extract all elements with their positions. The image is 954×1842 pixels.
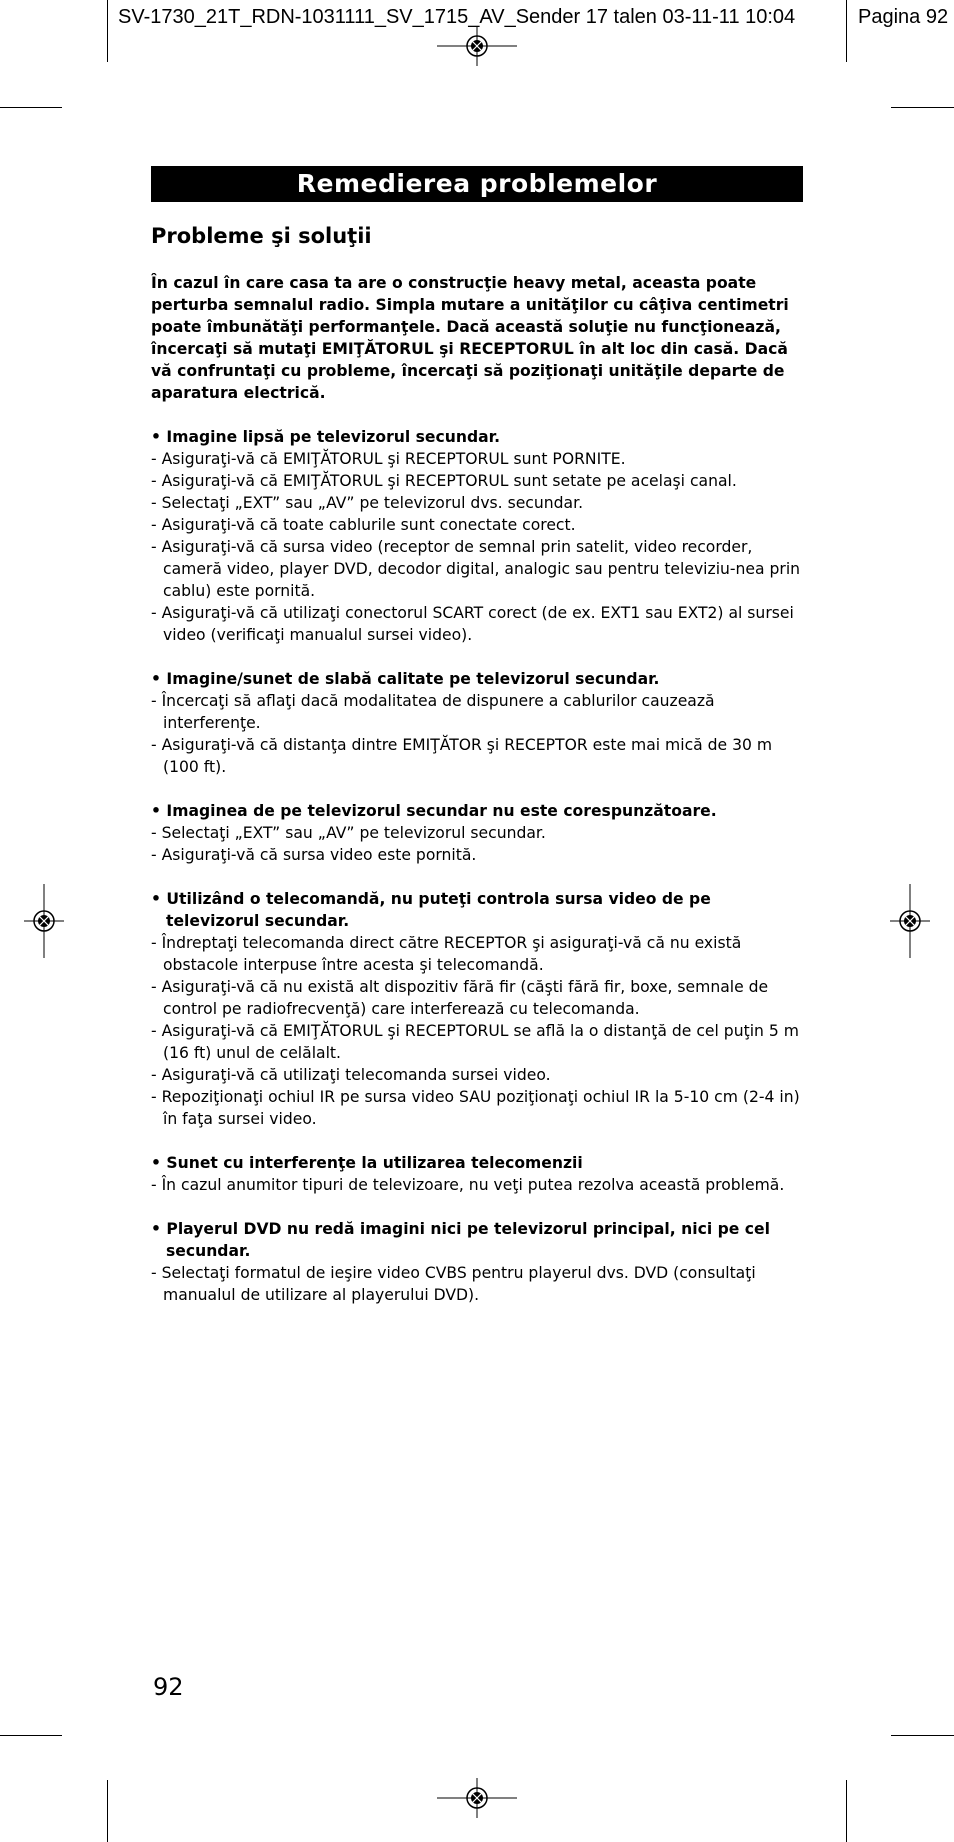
problem-section <box>151 426 803 646</box>
problem-section <box>151 1152 803 1196</box>
intro-paragraph: În cazul în care casa ta are o construcţie heavy metal, aceasta poate perturba semnalul radio. Simpla mutare a unităţilor cu câţiva centimetri poate îmbunătăţi performanţele. Dacă această soluţie nu funcţionează, încercaţi să mutaţi EMIŢĂTORUL şi RECEPTORUL în alt loc din casă. Dacă vă confruntaţi cu probleme, încercaţi să poziţionaţi unităţile departe de aparatura electrică. <box>151 274 789 402</box>
crop-mark-bottom-left-vertical <box>107 1780 108 1842</box>
problem-heading: • Imagine/sunet de slabă calitate pe televizorul secundar. <box>151 670 660 688</box>
crop-mark-top-right-vertical <box>846 0 847 62</box>
slug-page-info: Pagina 92 <box>858 6 949 28</box>
solution-item: - Încercaţi să aflaţi dacă modalitatea de dispunere a cablurilor cauzează interferenţe. <box>151 692 715 732</box>
solution-item: - Asiguraţi-vă că nu există alt dispozitiv fără fir (căşti fără fir, boxe, semnale de control pe radiofrecvenţă) care interferează cu telecomanda. <box>151 978 769 1018</box>
registration-mark-bottom-icon <box>437 1778 517 1818</box>
solution-item: - Asiguraţi-vă că utilizaţi telecomanda sursei video. <box>151 1066 551 1084</box>
solution-item: - Asiguraţi-vă că EMIŢĂTORUL şi RECEPTORUL sunt setate pe acelaşi canal. <box>151 472 737 490</box>
registration-mark-top-icon <box>437 26 517 66</box>
solution-item: - Îndreptaţi telecomanda direct către RECEPTOR şi asiguraţi-vă că nu există obstacole interpuse între acesta şi telecomandă. <box>151 934 742 974</box>
crop-mark-top-left-vertical <box>107 0 108 62</box>
section-subtitle: Probleme şi soluţii <box>151 224 372 248</box>
crop-mark-bottom-right-vertical <box>846 1780 847 1842</box>
solution-item: - Asiguraţi-vă că distanţa dintre EMIŢĂTOR şi RECEPTOR este mai mică de 30 m (100 ft). <box>151 736 773 776</box>
problem-section <box>151 800 803 866</box>
slug-file-info: SV-1730_21T_RDN-1031111_SV_1715_AV_Sender 17 talen 03-11-11 10:04 <box>118 6 796 28</box>
solution-item: - Selectaţi „EXT” sau „AV” pe televizorul dvs. secundar. <box>151 494 584 512</box>
registration-mark-right-icon <box>890 884 930 958</box>
crop-mark-top-left-horizontal <box>0 107 62 108</box>
problem-section <box>151 888 803 1130</box>
registration-mark-left-icon <box>24 884 64 958</box>
solution-item: - Asiguraţi-vă că sursa video este pornită. <box>151 846 477 864</box>
solution-item: - Asiguraţi-vă că utilizaţi conectorul SCART corect (de ex. EXT1 sau EXT2) al sursei video (verificaţi manualul sursei video). <box>151 604 794 644</box>
solution-item: - Selectaţi „EXT” sau „AV” pe televizorul secundar. <box>151 824 546 842</box>
page-number: 92 <box>153 1673 184 1701</box>
solution-item: - Asiguraţi-vă că EMIŢĂTORUL şi RECEPTORUL se află la o distanţă de cel puţin 5 m (16 ft) unul de celălalt. <box>151 1022 799 1062</box>
crop-mark-bottom-right-horizontal <box>891 1735 954 1736</box>
solution-item: - Selectaţi formatul de ieşire video CVBS pentru playerul dvs. DVD (consultaţi manualul de utilizare al playerului DVD). <box>151 1264 756 1304</box>
page-title: Remedierea problemelor <box>151 166 803 202</box>
problem-section <box>151 668 803 778</box>
problem-heading: • Imagine lipsă pe televizorul secundar. <box>151 428 501 446</box>
problem-heading: • Sunet cu interferenţe la utilizarea telecomenzii <box>151 1154 583 1172</box>
solution-item: - Asiguraţi-vă că sursa video (receptor de semnal prin satelit, video recorder, cameră video, player DVD, decodor digital, analogic sau pentru televiziu-nea prin cablu) este pornită. <box>151 538 801 600</box>
solution-item: - Asiguraţi-vă că EMIŢĂTORUL şi RECEPTORUL sunt PORNITE. <box>151 450 626 468</box>
problem-heading: • Utilizând o telecomandă, nu puteţi controla sursa video de pe televizorul secundar. <box>151 890 711 930</box>
solution-item: - În cazul anumitor tipuri de televizoare, nu veţi putea rezolva această problemă. <box>151 1176 785 1194</box>
crop-mark-bottom-left-horizontal <box>0 1735 62 1736</box>
crop-mark-top-right-horizontal <box>891 107 954 108</box>
problem-section <box>151 1218 803 1306</box>
problem-heading: • Imaginea de pe televizorul secundar nu este corespunzătoare. <box>151 802 717 820</box>
solution-item: - Repoziţionaţi ochiul IR pe sursa video SAU poziţionaţi ochiul IR la 5-10 cm (2-4 in) în faţa sursei video. <box>151 1088 800 1128</box>
problem-heading: • Playerul DVD nu redă imagini nici pe televizorul principal, nici pe cel secundar. <box>151 1220 770 1260</box>
page-content <box>151 166 803 1306</box>
solution-item: - Asiguraţi-vă că toate cablurile sunt conectate corect. <box>151 516 576 534</box>
